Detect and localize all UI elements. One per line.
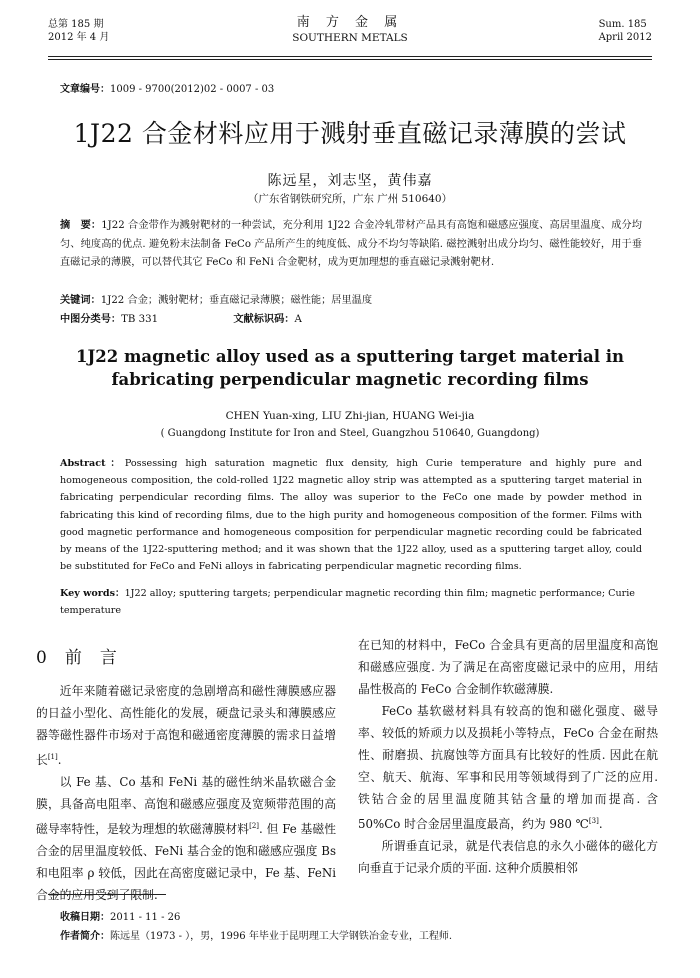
citation: [3] — [588, 817, 599, 825]
abstract-cn-label: 摘 要： — [60, 219, 102, 231]
paragraph-text: 近年来随着磁记录密度的急剧增高和磁性薄膜感应器的日益小型化、高性能化的发展，硬盘记录头和薄膜感应器等磁性器件市场对于高饱和磁通密度薄膜的需求日益增长 — [36, 684, 336, 767]
paragraph-text: 以 Fe 基、Co 基和 FeNi 基的磁性纳米晶软磁合金膜，具备高电阻率、高饱和磁感应强度及宽频带范围的高磁导率特性，是较为理想的软磁薄膜材料 — [36, 774, 336, 836]
received-value: 2011 - 11 - 26 — [110, 912, 181, 923]
section-heading — [36, 644, 336, 672]
citation: [2] — [249, 821, 260, 830]
keywords-cn — [60, 292, 642, 309]
author-bio-label: 作者简介： — [60, 931, 110, 942]
abstract-cn-text: 1J22 合金带作为溅射靶材的一种尝试，充分利用 1J22 合金冷轧带材产品具有高饱和磁感应强度、高居里温度、成分均匀、纯度高的优点. 避免粉末法制备 FeCo 产品所产生的纯度低、成分不均匀等缺陷. 磁控溅射出成分均匀、磁性能较好，用于垂直磁记录的薄膜，可以替代其它 FeCo 和 FeNi 合金靶材，成为更加理想的垂直磁记录溅射靶材. — [60, 220, 642, 268]
authors-cn: 陈远星，刘志坚，黄伟嘉 — [267, 173, 433, 189]
issue-number-cn: 总第 185 期 — [48, 19, 104, 30]
issue-date-cn: 2012 年 4 月 — [48, 32, 110, 43]
header-rule — [48, 59, 652, 60]
footnote-author — [60, 927, 452, 942]
issue-number-en: Sum. 185 — [598, 19, 647, 30]
keywords-cn-label: 关键词： — [60, 294, 101, 306]
title-cn: 1J22 合金材料应用于溅射垂直磁记录薄膜的尝试 — [73, 119, 627, 148]
received-label: 收稿日期： — [60, 912, 110, 923]
left-column — [36, 634, 336, 906]
issue-date-en: April 2012 — [598, 32, 652, 43]
classification — [60, 311, 302, 328]
paragraph-end: . — [57, 752, 62, 767]
keywords-en-text: 1J22 alloy; sputtering targets; perpendicular magnetic recording thin film; magnetic performance; Curie temperature — [60, 588, 635, 617]
section-title-part1: 前 — [64, 648, 82, 668]
paragraph — [36, 771, 336, 906]
right-column — [358, 634, 658, 879]
paragraph-end: . — [598, 816, 603, 831]
author-bio-value: 陈远星（1973 - ），男，1996 年毕业于昆明理工大学钢铁冶金专业，工程师. — [110, 931, 452, 942]
affiliation-en: ( Guangdong Institute for Iron and Steel, Guangzhou 510640, Guangdong) — [160, 428, 540, 439]
header-center — [48, 14, 652, 46]
abstract-en-label: Abstract： — [60, 458, 125, 469]
section-number: 0 — [36, 648, 47, 668]
abstract-en-text: Possessing high saturation magnetic flux density, high Curie temperature and highly pure and homogeneous composition, the cold-rolled 1J22 magnetic alloy strip was attempted as a sputtering target material in fabricating perpendicular recording films. The alloy was superior to the FeCo one made by powder method in fabricating this kind of recording films, due to the high purity and homogeneous composition of the former. Films with good magnetic performance and homogeneous composition for perpendicular magnetic recording could be fabricated by means of the 1J22-sputtering method; and it was shown that the 1J22 alloy, used as a sputtering target alloy, could be substituted for FeCo and FeNi alloys in fabricating perpendicular magnetic recording films. — [60, 458, 642, 573]
abstract-cn — [60, 216, 642, 273]
citation: [1] — [47, 753, 58, 761]
paragraph: 所谓垂直记录，就是代表信息的永久小磁体的磁化方向垂直于记录介质的平面. 这种介质膜相邻 — [358, 838, 658, 875]
journal-name-cn: 南 方 金 属 — [296, 15, 404, 30]
paragraph-text: . 但 Fe 基磁性合金的居里温度较低、FeNi 基合金的饱和磁感应强度 Bs 和电阻率 ρ 较低，因此在高密度磁记录中，Fe 基、FeNi 合金的应用受到了限制. — [36, 821, 336, 902]
keywords-en-label: Key words： — [60, 588, 125, 599]
document-code-value: A — [294, 314, 302, 325]
authors-en: CHEN Yuan-xing, LIU Zhi-jian, HUANG Wei-jia — [225, 410, 475, 422]
paragraph — [36, 680, 336, 771]
footnote-rule — [48, 894, 166, 895]
keywords-cn-text: 1J22 合金；溅射靶材；垂直磁记录薄膜；磁性能；居里温度 — [100, 295, 373, 306]
footnote-received — [60, 908, 180, 923]
article-number — [60, 80, 274, 95]
journal-name-en: SOUTHERN METALS — [292, 32, 408, 44]
classification-value: TB 331 — [121, 314, 159, 325]
abstract-en — [60, 455, 642, 575]
document-code-label: 文献标识码： — [233, 313, 295, 325]
paragraph — [358, 700, 658, 835]
paragraph-text: FeCo 基软磁材料具有较高的饱和磁化强度、磁导率、较低的矫顽力以及损耗小等特点，FeCo 合金在耐热性、耐磨损、抗腐蚀等方面具有比较好的性质. 因此在航空、航天、航海、军事和民用等领域得到了广泛的应用. 铁钴合金的居里温度随其钴含量的增加而提高. 含 50%Co 时合金居里温度最高，约为 980 ℃ — [358, 704, 658, 831]
classification-label: 中图分类号： — [60, 313, 122, 325]
paragraph: 在已知的材料中，FeCo 合金具有更高的居里温度和高饱和磁感应强度. 为了满足在高密度磁记录中的应用，用结晶性极高的 FeCo 合金制作软磁薄膜. — [358, 638, 658, 696]
article-number-value: 1009 - 9700(2012)02 - 0007 - 03 — [110, 84, 275, 95]
running-header — [48, 14, 652, 57]
title-en — [0, 345, 700, 391]
article-number-label: 文章编号： — [60, 84, 110, 95]
header-right — [599, 18, 652, 44]
keywords-en — [60, 585, 642, 619]
affiliation-cn: （广东省钢铁研究所，广东 广州 510640） — [247, 193, 453, 205]
section-title-part2: 言 — [99, 648, 117, 668]
title-en-line1: 1J22 magnetic alloy used as a sputtering target material in — [75, 347, 625, 366]
title-en-line2: fabricating perpendicular magnetic recording films — [111, 370, 589, 389]
